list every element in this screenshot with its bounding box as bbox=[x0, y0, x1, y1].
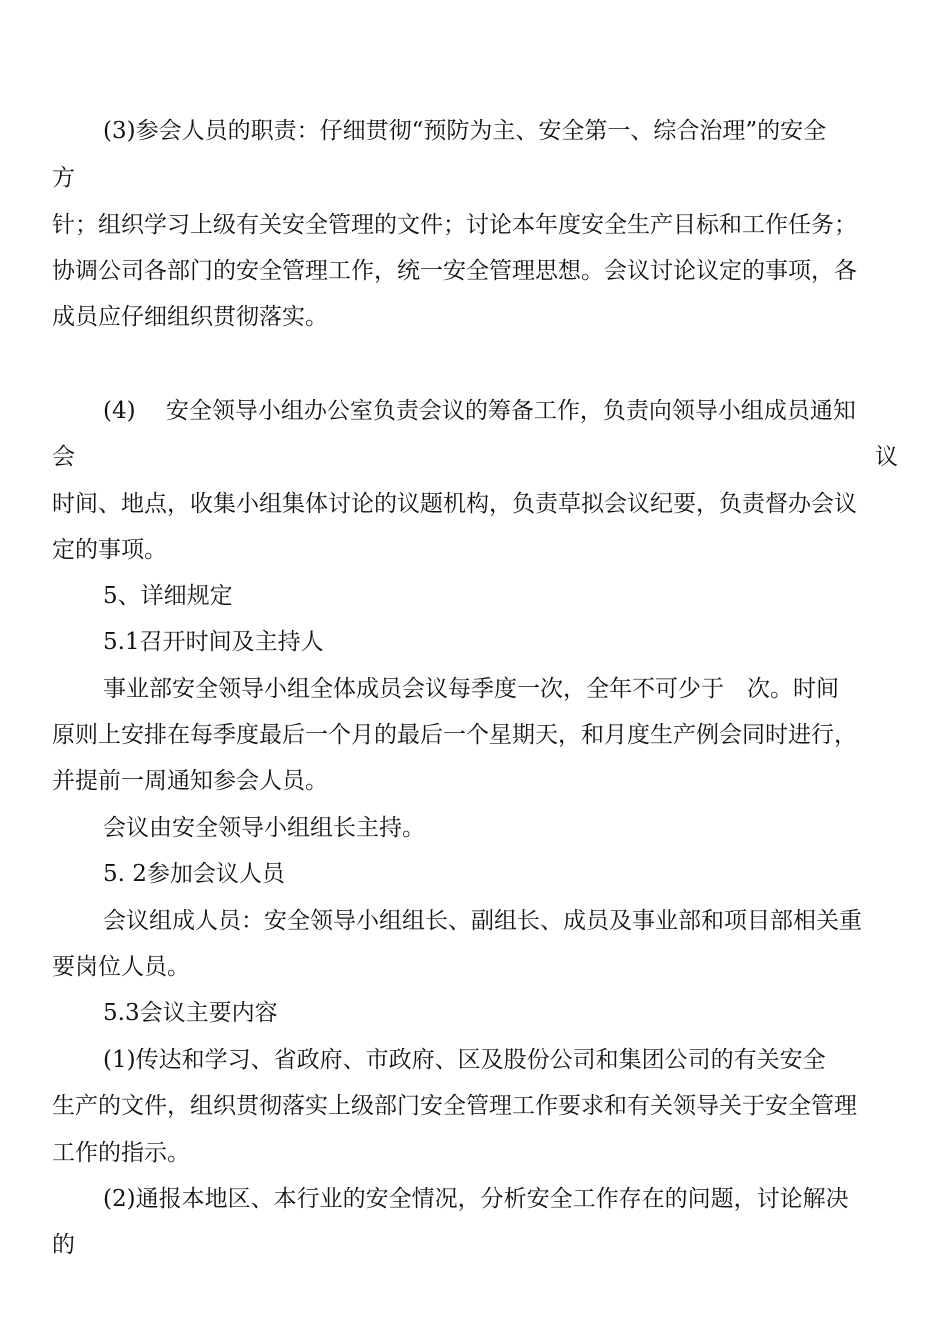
split-line-left: 会 bbox=[52, 444, 75, 470]
paragraph-line: 并提前一周通知参会人员。 bbox=[52, 768, 328, 794]
paragraph-line: (2)通报本地区、本行业的安全情况，分析安全工作存在的问题，讨论解决 bbox=[103, 1186, 849, 1212]
paragraph-line: 要岗位人员。 bbox=[52, 954, 190, 980]
paragraph-line: 事业部安全领导小组全体成员会议每季度一次，全年不可少于 次。时间 bbox=[103, 676, 839, 702]
paragraph-line: 生产的文件，组织贯彻落实上级部门安全管理工作要求和有关领导关于安全管理 bbox=[52, 1093, 857, 1119]
paragraph-line: 会议由安全领导小组组长主持。 bbox=[103, 815, 425, 841]
paragraph-line: (4) 安全领导小组办公室负责会议的筹备工作，负责向领导小组成员通知 bbox=[103, 398, 856, 424]
paragraph-line: 方 bbox=[52, 165, 75, 191]
paragraph-line: 时间、地点，收集小组集体讨论的议题机构，负责草拟会议纪要，负责督办会议 bbox=[52, 491, 857, 517]
paragraph-line: 原则上安排在每季度最后一个月的最后一个星期天，和月度生产例会同时进行， bbox=[52, 722, 857, 748]
paragraph-line: 定的事项。 bbox=[52, 537, 167, 563]
subsection-heading: 5.3会议主要内容 bbox=[103, 1000, 278, 1026]
paragraph-line: 针；组织学习上级有关安全管理的文件；讨论本年度安全生产目标和工作任务； bbox=[52, 212, 857, 238]
paragraph-line: 工作的指示。 bbox=[52, 1140, 190, 1166]
paragraph-line: 的 bbox=[52, 1232, 75, 1258]
paragraph-line: (3)参会人员的职责：仔细贯彻“预防为主、安全第一、综合治理”的安全 bbox=[103, 118, 827, 144]
subsection-heading: 5.1召开时间及主持人 bbox=[103, 629, 324, 655]
split-line-right: 议 bbox=[875, 444, 898, 470]
section-heading: 5、详细规定 bbox=[103, 583, 233, 609]
subsection-heading: 5. 2参加会议人员 bbox=[103, 861, 285, 887]
paragraph-line: 成员应仔细组织贯彻落实。 bbox=[52, 304, 328, 330]
paragraph-line: 协调公司各部门的安全管理工作，统一安全管理思想。会议讨论议定的事项，各 bbox=[52, 258, 857, 284]
paragraph-line: 会议组成人员：安全领导小组组长、副组长、成员及事业部和项目部相关重 bbox=[103, 908, 862, 934]
split-line bbox=[52, 442, 898, 472]
paragraph-line: (1)传达和学习、省政府、市政府、区及股份公司和集团公司的有关安全 bbox=[103, 1047, 826, 1073]
